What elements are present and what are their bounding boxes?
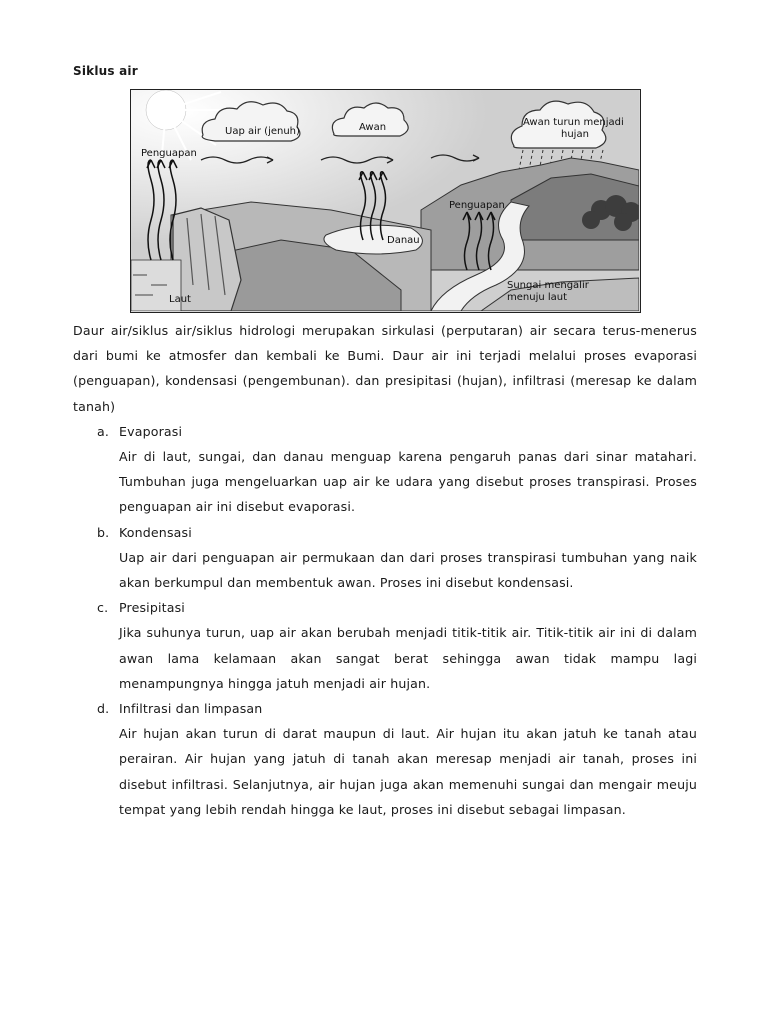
body-text — [73, 318, 697, 822]
list-heading: Evaporasi — [119, 423, 183, 439]
label-uap-air: Uap air (jenuh) — [225, 126, 300, 137]
list-body: Air di laut, sungai, dan danau menguap karena pengaruh panas dari sinar matahari. Tumbuhan juga mengeluarkan uap air ke udara yang disebut proses transpirasi. Proses penguapan air ini disebut evaporasi. — [119, 449, 697, 515]
water-cycle-illustration — [130, 89, 641, 313]
document-title: Siklus air — [73, 64, 138, 78]
label-awan: Awan — [359, 122, 387, 133]
label-laut: Laut — [169, 294, 191, 305]
list-item-infiltrasi — [73, 696, 697, 822]
intro-paragraph: Daur air/siklus air/siklus hidrologi merupakan sirkulasi (perputaran) air secara terus-menerus dari bumi ke atmosfer dan kembali ke Bumi. Daur air ini terjadi melalui proses evaporasi (penguapan), kondensasi (pengembunan). dan presipitasi (hujan), infiltrasi (meresap ke dalam tanah) — [73, 323, 697, 414]
label-danau: Danau — [387, 235, 420, 246]
list-body: Uap air dari penguapan air permukaan dan dari proses transpirasi tumbuhan yang naik akan berkumpul dan membentuk awan. Proses ini disebut kondensasi. — [119, 549, 697, 591]
list-item-kondensasi — [73, 520, 697, 596]
label-sungai-2: menuju laut — [507, 292, 568, 303]
list-marker: b. — [97, 524, 110, 540]
list-body: Air hujan akan turun di darat maupun di laut. Air hujan itu akan jatuh ke tanah atau perairan. Air hujan yang jatuh di tanah akan meresap menjadi air tanah, proses ini disebut infiltrasi. Selanjutnya, air hujan juga akan memenuhi sungai dan mengair meuju tempat yang lebih rendah hingga ke laut, proses ini disebut sebagai limpasan. — [119, 726, 697, 817]
list-body: Jika suhunya turun, uap air akan berubah menjadi titik-titik air. Titik-titik air ini di dalam awan lama kelamaan akan sangat berat sehingga awan tidak mampu lagi menampungnya hingga jatuh menjadi air hujan. — [119, 625, 697, 691]
list-item-presipitasi — [73, 595, 697, 696]
list-marker: c. — [97, 600, 109, 616]
label-penguapan-left: Penguapan — [141, 148, 197, 159]
list-marker: a. — [97, 423, 110, 439]
label-sungai-1: Sungai mengalir — [507, 280, 589, 291]
list-marker: d. — [97, 701, 110, 717]
list-heading: Kondensasi — [119, 524, 192, 540]
list-item-evaporasi — [73, 419, 697, 520]
label-awan-turun-1: Awan turun menjadi — [523, 117, 624, 128]
list-heading: Infiltrasi dan limpasan — [119, 701, 263, 717]
label-penguapan-right: Penguapan — [449, 200, 505, 211]
label-awan-turun-2: hujan — [561, 129, 589, 140]
list-heading: Presipitasi — [119, 600, 185, 616]
